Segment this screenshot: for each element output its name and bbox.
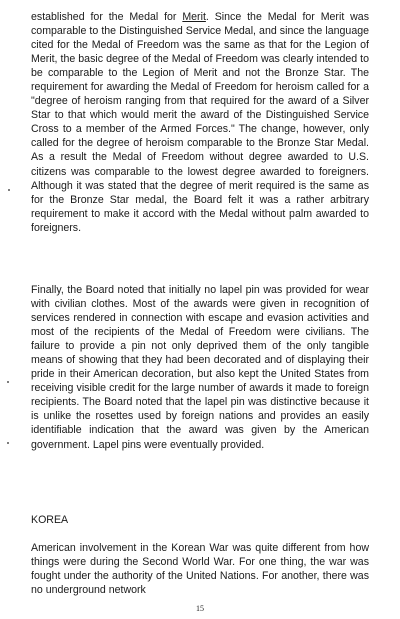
margin-speck — [8, 189, 10, 191]
section-heading-korea: KOREA — [31, 514, 69, 526]
paragraph-medal-of-freedom-degree — [31, 10, 369, 235]
page-number: 15 — [196, 604, 204, 613]
underlined-word-merit: Merit — [182, 11, 206, 23]
paragraph-text-rest: . Since the Medal for Merit was comparable to the Distinguished Service Medal, and since the language cited for the Medal of Freedom was the same as that for the Legion of Merit, the basic degree of the Medal of Freedom was clearly intended to be comparable to the Legion of Merit and not the Bronze Star. The requirement for awarding the Medal of Freedom for heroism called for a "degree of heroism ranging from that required for the award of a Silver Star to that which would merit the award of the Distinguished Service Cross to a member of the Armed Forces." The change, however, only called for the degree of heroism comparable to the Bronze Star Medal. As a result the Medal of Freedom without degree awarded to U.S. citizens was comparable to the lowest degree awarded to foreigners. Although it was stated that the degree of merit required is the same as for the Bronze Star medal, the Board felt it was a rather arbitrary requirement to make it accord with the Medal without palm awarded to foreigners. — [31, 11, 369, 234]
margin-speck — [7, 442, 9, 444]
paragraph-text-start: established for the Medal for — [31, 11, 183, 23]
margin-speck — [7, 381, 9, 383]
paragraph-korean-war: American involvement in the Korean War was quite different from how things were during the Second World War. For one thing, the war was fought under the authority of the United Nations. For another, there was no underground network — [31, 542, 369, 597]
paragraph-lapel-pin: Finally, the Board noted that initially no lapel pin was provided for wear with civilian clothes. Most of the awards were given in recognition of services rendered in connection with escape and evasion activities and most of the recipients of the Medal of Freedom were civilians. The failure to provide a pin not only deprived them of the only tangible means of showing that they had been decorated and of displaying their pride in their American decoration, but also kept the United States from receiving visible credit for the large number of awards it made to foreign recipients. The Board noted that the lapel pin was distinctive because it is unlike the rosettes used by foreign nations and provides an easily identifiable indication that the award was given by the American government. Lapel pins were eventually provided. — [31, 284, 369, 451]
